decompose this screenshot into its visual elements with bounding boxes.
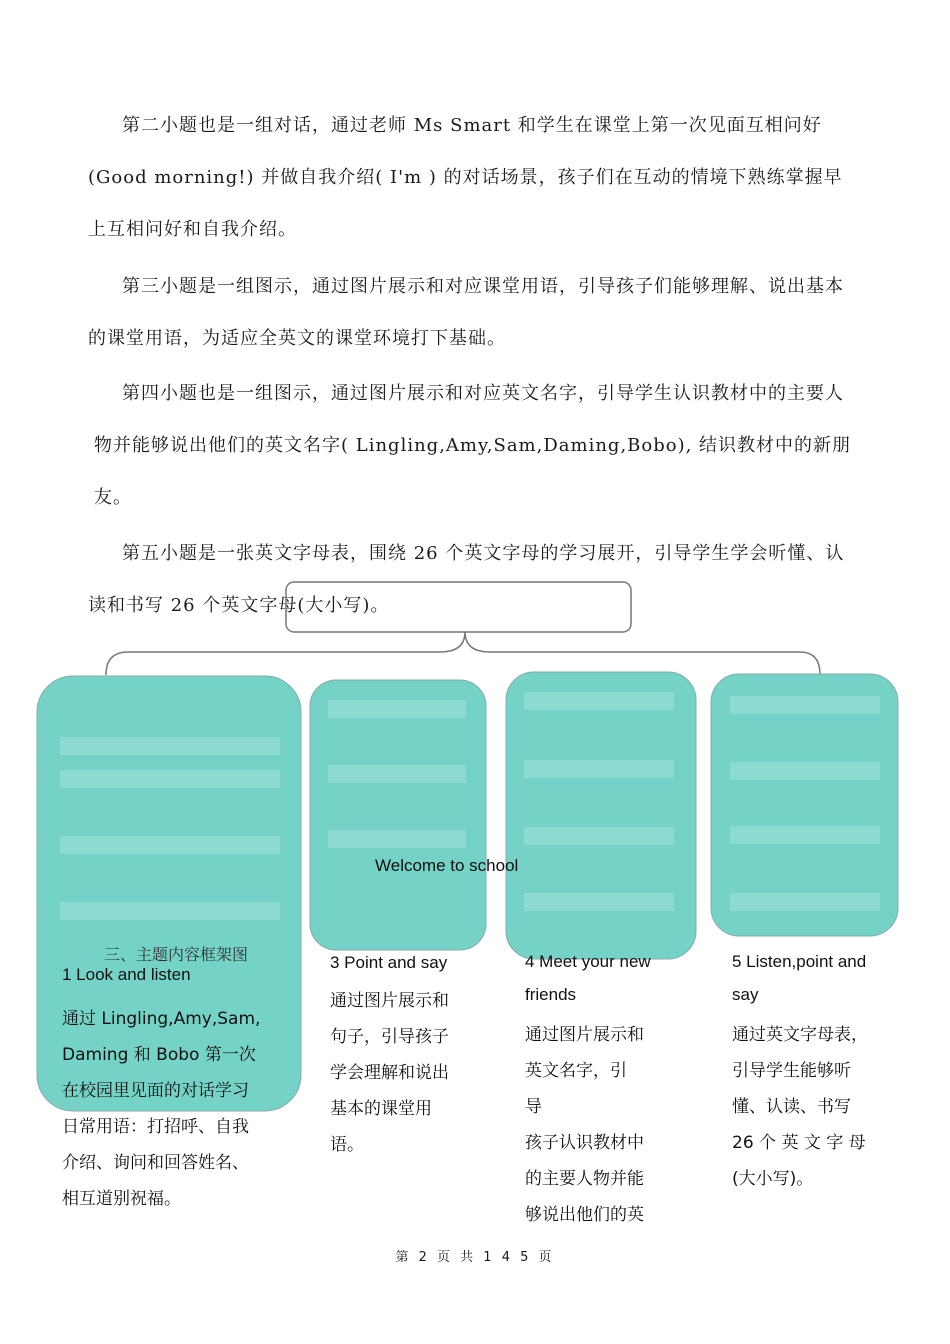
topic-1 <box>62 958 292 1217</box>
topic-3-title: 3 Point and say <box>330 953 448 972</box>
diagram-caption: 三、主题内容框架图 <box>104 945 249 964</box>
topic-5-title: 5 Listen,point and say <box>732 952 867 1004</box>
topic-3-line: 学会理解和说出 <box>330 1063 449 1083</box>
topic-4-line: 孩子认识教材中 <box>525 1133 644 1153</box>
topic-5-line: (大小写)。 <box>732 1169 814 1189</box>
text-line: 第二小题也是一组对话，通过老师 Ms Smart 和学生在课堂上第一次见面互相问好 <box>122 115 822 136</box>
topic-4-line: 导 <box>525 1097 542 1117</box>
topic-5-line: 通过英文字母表， <box>732 1025 868 1045</box>
topic-3-line: 句子，引导孩子 <box>330 1027 449 1047</box>
bracket-right <box>465 632 820 675</box>
text-line: 第三小题是一组图示，通过图片展示和对应课堂用语，引导孩子们能够理解、说出基本 <box>122 276 844 297</box>
topic-3 <box>330 946 480 1163</box>
topic-4-title: 4 Meet your new friends <box>525 952 651 1004</box>
page-footer: 第 2 页 共 1 4 5 页 <box>395 1250 555 1265</box>
root-box <box>286 582 631 632</box>
topic-4-line: 够说出他们的英 <box>525 1205 644 1225</box>
text-line: 读和书写 26 个英文字母(大小写)。 <box>88 595 390 616</box>
topic-3-line: 通过图片展示和 <box>330 991 449 1011</box>
topic-5-line: 懂、认读、书写 <box>732 1097 851 1117</box>
topic-4-line: 的主要人物并能 <box>525 1169 644 1189</box>
text-line: 物并能够说出他们的英文名字( Lingling,Amy,Sam,Daming,Bobo), 结识教材中的新朋 <box>94 435 852 456</box>
topic-box-4 <box>506 672 696 959</box>
text-line: 上互相问好和自我介绍。 <box>88 219 297 240</box>
text-line: 第四小题也是一组图示，通过图片展示和对应英文名字，引导学生认识教材中的主要人 <box>122 383 844 404</box>
topic-5-line: 引导学生能够听 <box>732 1061 851 1081</box>
topic-1-line: 介绍、询问和回答姓名、 <box>62 1153 249 1173</box>
topic-1-line: 相互道别祝福。 <box>62 1189 181 1209</box>
text-line: 第五小题是一张英文字母表，围绕 26 个英文字母的学习展开，引导学生学会听懂、认 <box>122 543 845 564</box>
topic-4-line: 通过图片展示和 <box>525 1025 644 1045</box>
topic-4-line: 英文名字，引 <box>525 1061 627 1081</box>
topic-1-title: 1 Look and listen <box>62 965 191 984</box>
topic-5 <box>732 945 882 1197</box>
text-line: 友。 <box>94 487 132 508</box>
text-line: (Good morning!) 并做自我介绍( I'm ) 的对话场景，孩子们在互动的情境下熟练掌握早 <box>88 167 843 188</box>
topic-box-3 <box>310 680 486 950</box>
topic-1-line: 日常用语：打招呼、自我 <box>62 1117 249 1137</box>
topic-1-line: 通过 Lingling,Amy,Sam, <box>62 1009 261 1029</box>
text-line: 的课堂用语，为适应全英文的课堂环境打下基础。 <box>88 328 506 349</box>
topic-1-line: 在校园里见面的对话学习 <box>62 1081 249 1101</box>
topic-4 <box>525 945 673 1233</box>
topic-5-line: 26 个 英 文 字 母 <box>732 1133 866 1153</box>
topic-3-line: 语。 <box>330 1135 364 1155</box>
bracket-left <box>106 632 465 675</box>
topic-1-line: Daming 和 Bobo 第一次 <box>62 1045 256 1065</box>
topic-3-line: 基本的课堂用 <box>330 1099 432 1119</box>
center-label: Welcome to school <box>375 856 519 875</box>
